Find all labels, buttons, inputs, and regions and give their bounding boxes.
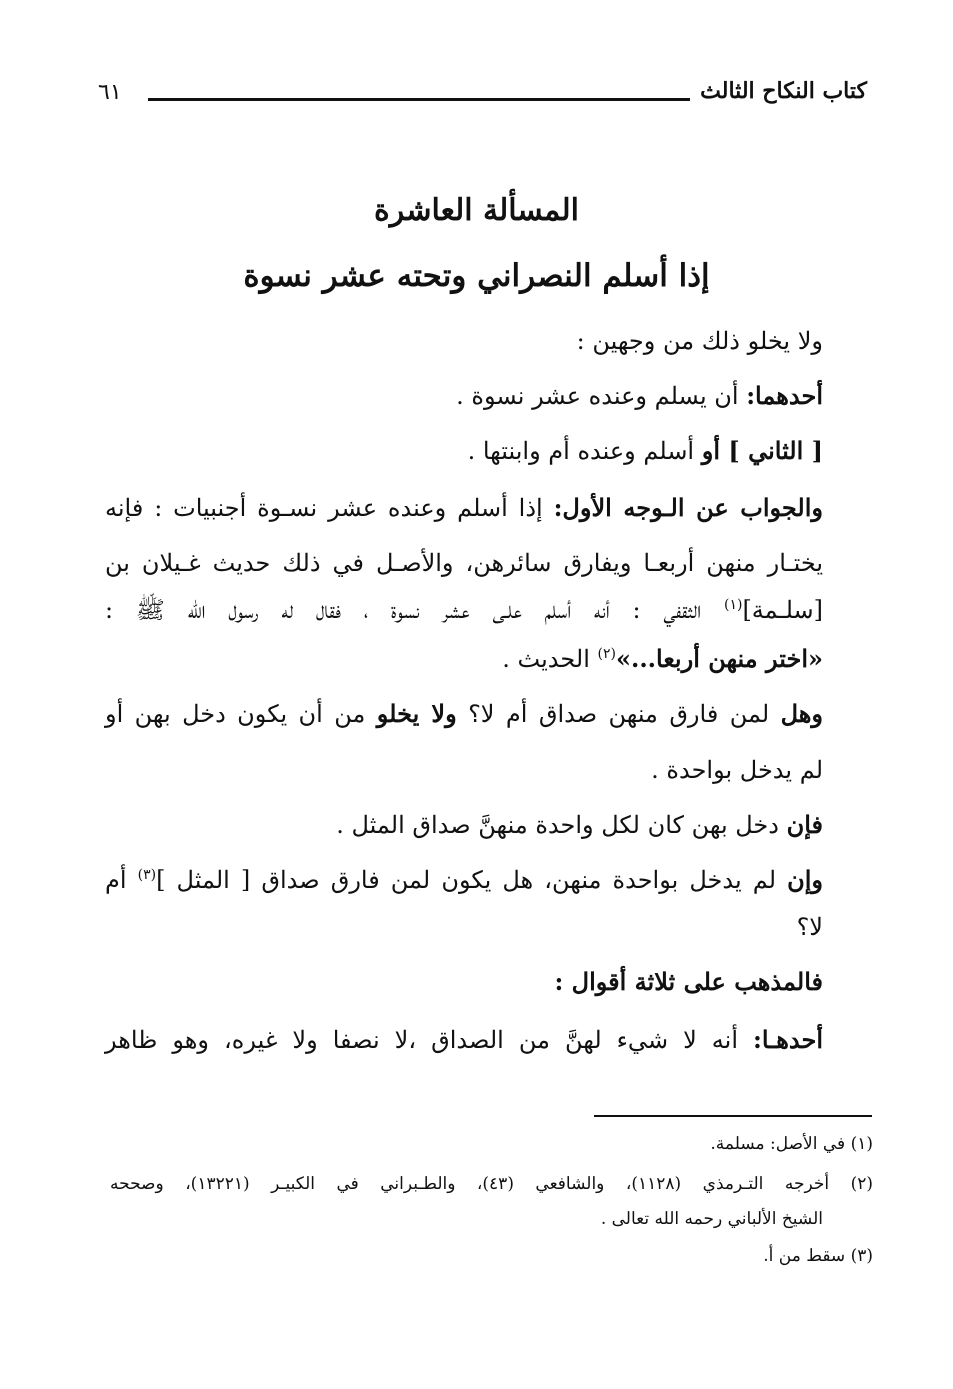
page-number: ٦١: [98, 80, 122, 105]
body-line-10: [336, 811, 823, 840]
line-text: لم يدخل بواحدة منهن، هل يكون لمن فارق صداق [ المثل ]: [156, 866, 788, 894]
bold-term: أو: [701, 436, 729, 465]
line-text: لا؟: [796, 913, 823, 941]
section-subtitle: إذا أسلم النصراني وتحته عشر نسوة: [243, 258, 710, 294]
footnote-1: (١) في الأصل: مسلمة.: [710, 1134, 873, 1154]
footnote-ref: (٣): [137, 867, 157, 883]
body-line-9: [651, 756, 823, 785]
bold-term: ولا يخلو: [376, 699, 457, 728]
section-heading: المسألة العاشرة: [374, 193, 579, 228]
line-text: يختـار منهن أربعـا ويفارق سائرهن، والأصـل في ذلك حديث غـيلان بن: [105, 549, 823, 577]
body-line-8: [105, 700, 823, 729]
bold-term: أحدهما:: [746, 381, 823, 410]
footnote-2: (٢) أخرجه التـرمذي (١١٢٨)، والشافعي (٤٣)، والطـبراني في الكبيـر (١٣٢٢١)، وصححه: [110, 1174, 873, 1194]
bold-term: [ الثاني ]: [728, 436, 823, 465]
line-text: إذا أسلم وعنده عشر نسـوة أجنبيات : فإنه: [105, 494, 554, 522]
line-text: دخل بهن كان لكل واحدة منهنَّ صداق المثل .: [336, 811, 787, 839]
body-line-11: [105, 866, 823, 895]
body-line-3: [468, 437, 823, 466]
line-text: الحديث .: [502, 645, 598, 673]
body-line-12: [797, 913, 823, 942]
line-text: ولا يخلو ذلك من وجهين :: [576, 327, 823, 355]
body-line-14: [105, 1026, 823, 1055]
body-line-4: [105, 494, 823, 523]
bold-term: والجواب عن الـوجه الأول:: [553, 493, 823, 522]
footnote-ref: (٢): [597, 646, 616, 662]
body-line-2: [456, 382, 823, 411]
body-line-7: [502, 645, 823, 674]
bold-term: فإن: [786, 810, 823, 839]
body-line-6: [105, 596, 823, 625]
line-text: لمن فارق منهن صداق أم لا؟: [456, 700, 781, 728]
body-line-5: [105, 549, 823, 578]
footnote-separator: [594, 1115, 872, 1117]
line-text: أم: [105, 866, 138, 894]
footnote-3: (٣) سقط من أ.: [763, 1246, 873, 1266]
footnote-ref: (١): [723, 597, 743, 613]
bold-term: أحدهـا:: [753, 1025, 823, 1054]
line-text: لم يدخل بواحدة .: [651, 756, 823, 784]
line-text: أن يسلم وعنده عشر نسوة .: [456, 382, 747, 410]
line-text: أسلم وعنده أم وابنتها .: [467, 437, 702, 465]
bold-heading-line: فالمذهب على ثلاثة أقوال :: [554, 967, 823, 996]
running-header-title: كتاب النكاح الثالث: [700, 78, 867, 104]
line-text: الثقفي : أنه أسلم علـى عشر نسوة ، فقال له رسول الله ﷺ :: [105, 596, 724, 624]
footnote-2-continued: الشيخ الألباني رحمه الله تعالى .: [600, 1209, 823, 1229]
body-line-13: [554, 968, 823, 997]
hadith-quote: «اختر منهن أربعا...»: [615, 644, 823, 673]
line-text: من أن يكون دخل بهن أو: [105, 700, 377, 728]
bold-term: وهل: [780, 699, 823, 728]
body-line-1: [577, 327, 823, 356]
line-text: أنه لا شيء لهنَّ من الصداق ،لا نصفا ولا غيره، وهو ظاهر: [105, 1026, 754, 1054]
bold-term: وإن: [787, 865, 824, 894]
header-rule: [148, 98, 690, 101]
line-text: [سلـمة]: [742, 596, 823, 624]
